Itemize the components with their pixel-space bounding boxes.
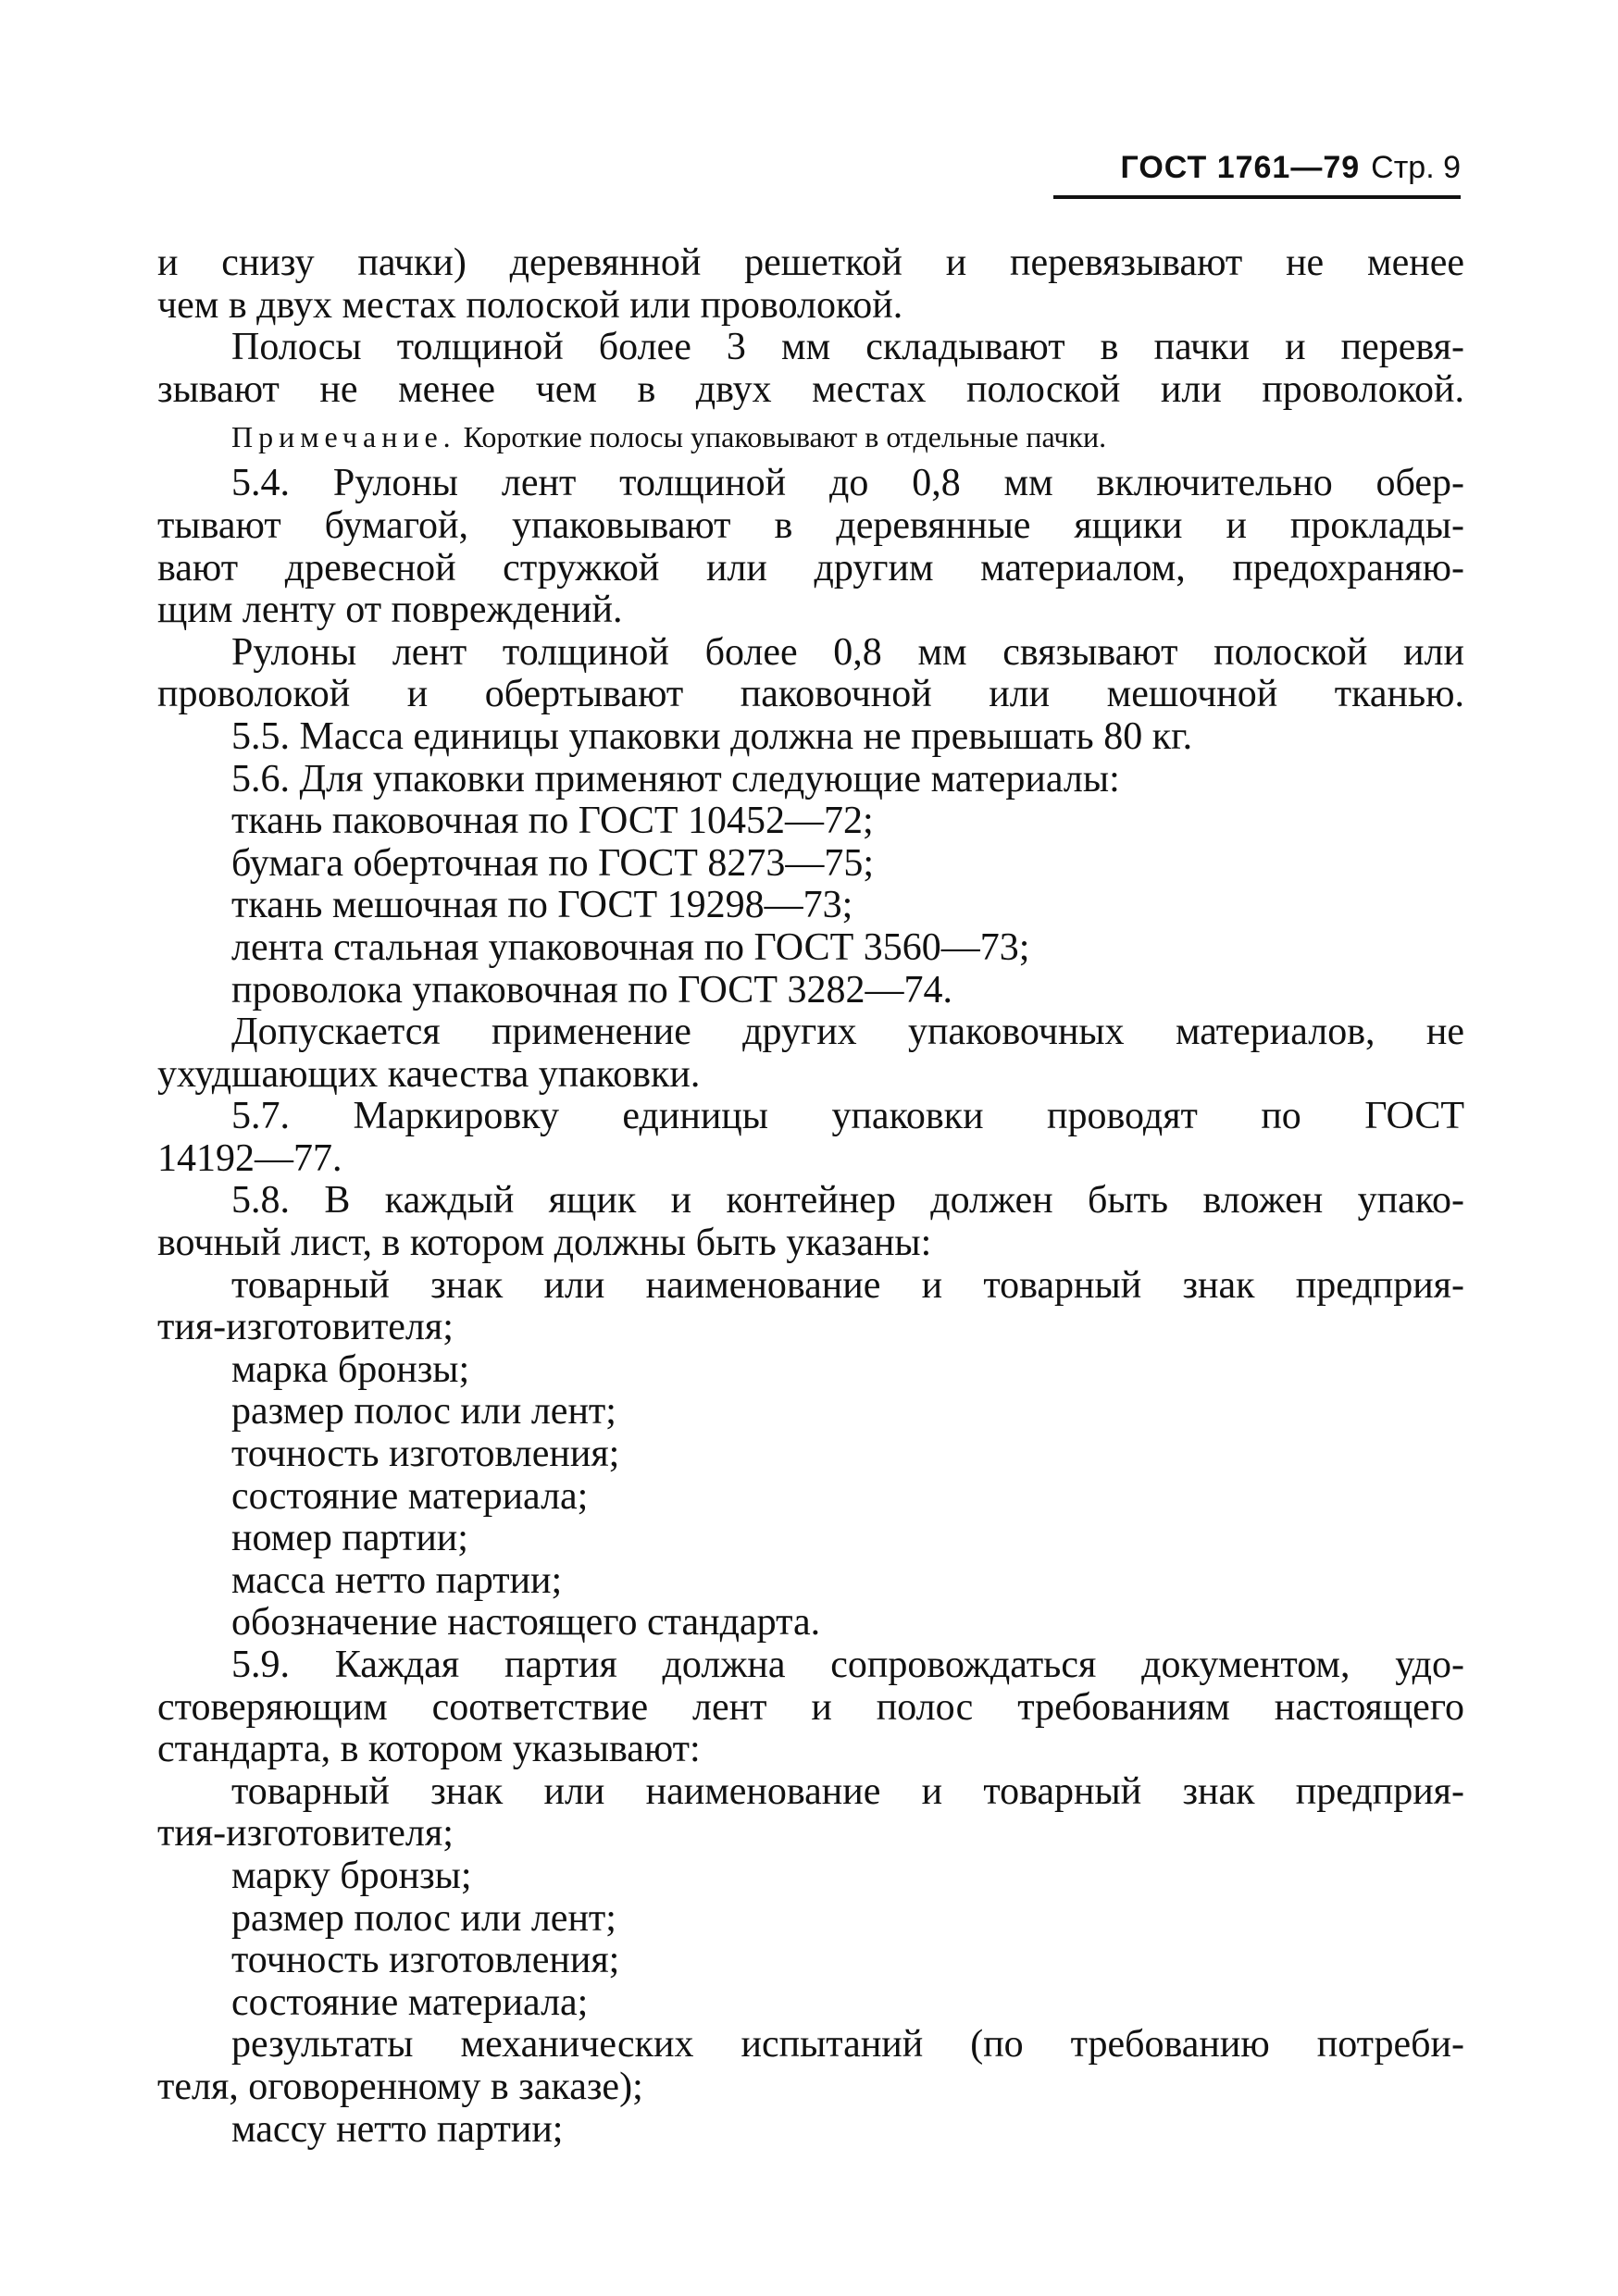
list-item: результаты механических испытаний (по требованию потреби- — [231, 2023, 1464, 2066]
note — [157, 411, 1464, 463]
list-item: состояние материала; — [231, 1474, 589, 1518]
section-5-5: 5.5. Масса единицы упаковки должна не превышать 80 кг. — [231, 714, 1193, 758]
list-item: масса нетто партии; — [231, 1558, 563, 1602]
text-line: Полосы толщиной более 3 мм складывают в пачки и перевя- — [231, 326, 1464, 369]
list-item: товарный знак или наименование и товарный знак предприя- — [231, 1263, 1464, 1307]
text-line: вочный лист, в котором должны быть указаны: — [157, 1222, 932, 1265]
text-line: зывают не менее чем в двух местах полоской или проволокой. — [157, 367, 1464, 411]
list-item: товарный знак или наименование и товарный знак предприя- — [231, 1769, 1464, 1813]
list-item: точность изготовления; — [231, 1433, 620, 1476]
list-item: номер партии; — [231, 1517, 468, 1560]
note-text: Короткие полосы упаковывают в отдельные пачки. — [463, 420, 1107, 454]
list-item: ткань мешочная по ГОСТ 19298—73; — [231, 884, 853, 927]
note-label: Примечание. — [231, 420, 456, 454]
section-5-8: 5.8. В каждый ящик и контейнер должен быть вложен упако- — [231, 1179, 1464, 1222]
list-item: проволока упаковочная по ГОСТ 3282—74. — [231, 968, 952, 1011]
text-line: и снизу пачки) деревянной решеткой и перевязывают не менее — [157, 242, 1464, 284]
text-line: стандарта, в котором указывают: — [157, 1728, 701, 1771]
header-rule — [1053, 195, 1461, 199]
list-item: ткань паковочная по ГОСТ 10452—72; — [231, 800, 874, 843]
text-line: вают древесной стружкой или другим материалом, предохраняю- — [157, 546, 1464, 590]
list-item: состояние материала; — [231, 1980, 589, 2024]
list-item: размер полос или лент; — [231, 1390, 616, 1433]
list-item: обозначение настоящего стандарта. — [231, 1601, 821, 1644]
text-line: тия-изготовителя; — [157, 1306, 454, 1349]
list-item: марку бронзы; — [231, 1854, 472, 1897]
text-line: щим ленту от повреждений. — [157, 589, 623, 632]
list-item: точность изготовления; — [231, 1939, 620, 1982]
section-5-6: 5.6. Для упаковки применяют следующие материалы: — [231, 757, 1120, 800]
text-line: теля, оговоренному в заказе); — [157, 2065, 643, 2108]
document-id: ГОСТ 1761—79 — [1120, 150, 1361, 185]
text-line: ухудшающих качества упаковки. — [157, 1052, 701, 1096]
text-line: 14192—77. — [157, 1136, 342, 1180]
text-line: стоверяющим соответствие лент и полос требованиям настоящего — [157, 1685, 1464, 1729]
text-line: Допускается применение других упаковочных материалов, не — [231, 1011, 1464, 1054]
section-5-4: 5.4. Рулоны лент толщиной до 0,8 мм включительно обер- — [231, 462, 1464, 505]
list-item: массу нетто партии; — [231, 2107, 564, 2151]
text-line: тия-изготовителя; — [157, 1812, 454, 1855]
text-line: чем в двух местах полоской или проволокой. — [157, 283, 903, 327]
page-header — [1072, 150, 1461, 186]
text-line: тывают бумагой, упаковывают в деревянные ящики и проклады- — [157, 503, 1464, 547]
section-5-9: 5.9. Каждая партия должна сопровождаться документом, удо- — [231, 1644, 1464, 1686]
list-item: лента стальная упаковочная по ГОСТ 3560—73; — [231, 925, 1030, 969]
list-item: размер полос или лент; — [231, 1896, 616, 1940]
page-number: Стр. 9 — [1371, 150, 1461, 185]
list-item: марка бронзы; — [231, 1347, 470, 1391]
list-item: бумага оберточная по ГОСТ 8273—75; — [231, 841, 875, 885]
text-line: Рулоны лент толщиной более 0,8 мм связывают полоской или — [231, 630, 1464, 674]
section-5-7: 5.7. Маркировку единицы упаковки проводят по ГОСТ — [231, 1095, 1464, 1138]
document-body — [157, 242, 1464, 2151]
text-line: проволокой и обертывают паковочной или мешочной тканью. — [157, 673, 1464, 716]
